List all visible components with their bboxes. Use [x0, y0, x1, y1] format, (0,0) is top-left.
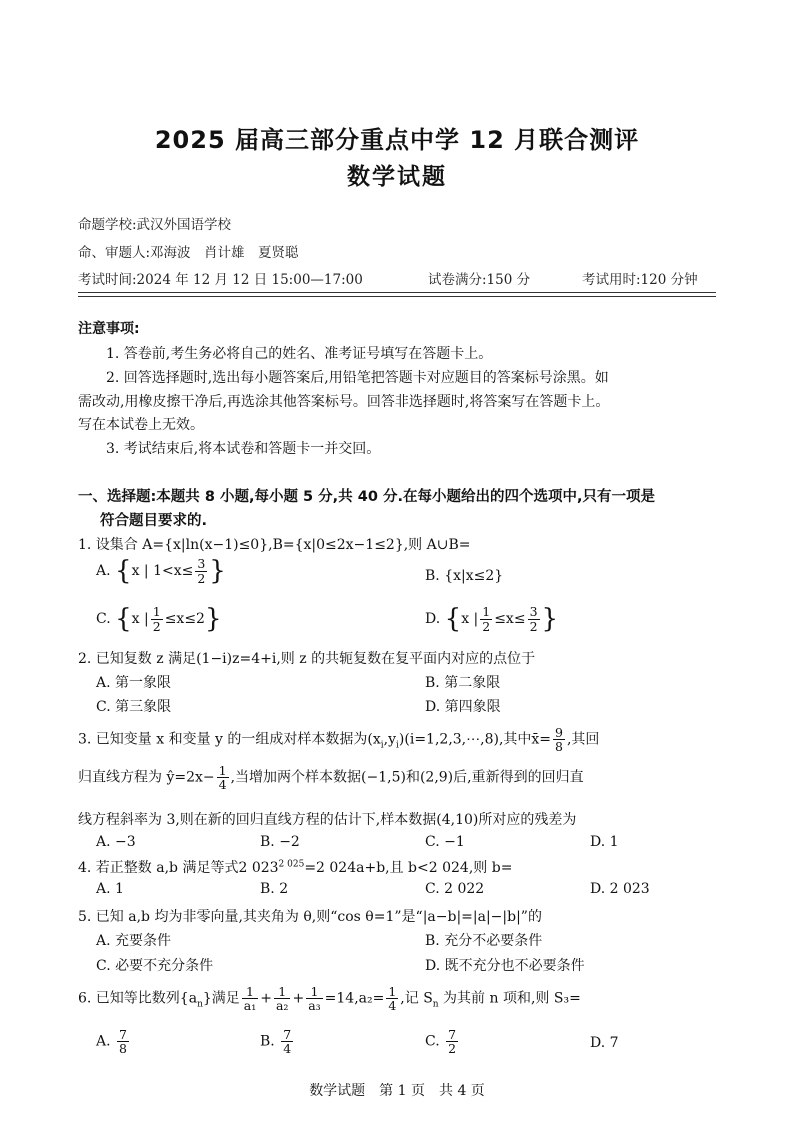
q1-d-pre: x | — [461, 611, 479, 627]
exam-subtitle: 数学试题 — [347, 164, 447, 190]
question-6-option-a — [96, 1028, 131, 1055]
exam-time: 考试时间:2024 年 12 月 12 日 15:00—17:00 — [78, 272, 363, 288]
brace-right: } — [204, 604, 222, 634]
exam-duration: 考试用时:120 分钟 — [582, 272, 698, 288]
q1-d-fraction-1 — [480, 605, 492, 632]
exam-full-score: 试卷满分:150 分 — [428, 272, 531, 288]
question-3-option-a: A. −3 — [96, 834, 136, 850]
frac-den: a₁ — [243, 998, 257, 1014]
q1-stem-body: A={x|ln(x−1)≤0},B={x|0≤2x−1≤2},则 A∪B= — [142, 537, 471, 553]
frac-den: 2 — [197, 570, 206, 586]
q6-b-label: B. — [260, 1033, 275, 1050]
q6-c-fraction — [446, 1028, 458, 1055]
q1-a-label: A. — [96, 563, 111, 579]
q6-sub-n: n — [197, 999, 203, 1010]
q1-c-fraction — [151, 605, 163, 632]
exam-title: 2025 届高三部分重点中学 12 月联合测评 — [154, 126, 640, 154]
frac-num: 7 — [119, 1027, 127, 1042]
frac-num: 3 — [529, 604, 538, 620]
brace-left: { — [115, 604, 132, 634]
question-1-option-a — [96, 556, 226, 586]
notice-item-1: 1. 答卷前,考生务必将自己的姓名、准考证号填写在答题卡上。 — [106, 346, 493, 362]
frac-den: 8 — [119, 1041, 127, 1057]
question-5-option-d: D. 既不充分也不必要条件 — [425, 958, 585, 974]
question-6-option-c — [425, 1028, 460, 1055]
q3-stem-c: )(i=1,2,3,⋯,8),其中x̄= — [398, 731, 552, 748]
q3-line2-a: 归直线方程为 ŷ=2x− — [78, 769, 215, 786]
brace-right: } — [209, 556, 226, 586]
exam-authors: 命、审题人:邓海波 肖计雄 夏贤聪 — [78, 245, 299, 261]
question-3-line-2 — [78, 764, 584, 791]
notice-item-2: 2. 回答选择题时,选出每小题答案后,用铅笔把答题卡对应题目的答案标号涂黑。如 — [106, 370, 609, 386]
q6-c-label: C. — [425, 1033, 440, 1050]
frac-num: 7 — [448, 1027, 457, 1042]
header-divider-top — [78, 292, 716, 293]
q6-fraction-1 — [242, 985, 258, 1012]
question-4-option-b: B. 2 — [260, 881, 289, 897]
question-4-stem — [78, 857, 512, 877]
q6-fraction-2 — [274, 985, 290, 1012]
q6-stem-a: 6. 已知等比数列{a — [78, 990, 198, 1007]
brace-left: { — [115, 556, 132, 586]
q1-stem-prefix: 1. 设集合 — [78, 537, 143, 553]
q3-line2-b: ,当增加两个样本数据(−1,5)和(2,9)后,重新得到的回归直 — [230, 769, 584, 786]
frac-num: 1 — [388, 984, 397, 999]
q6-stem-e: 为其前 n 项和,则 S₃= — [438, 990, 581, 1007]
frac-den: a₃ — [308, 998, 321, 1014]
notice-item-2-end: 写在本试卷上无效。 — [78, 417, 204, 433]
header-divider-bottom — [78, 296, 716, 297]
frac-num: 3 — [197, 556, 206, 572]
frac-den: 4 — [283, 1041, 292, 1057]
frac-den: 2 — [529, 618, 538, 634]
question-5-stem: 5. 已知 a,b 均为非零向量,其夹角为 θ,则“cos θ=1”是“|a−b|=|a|−|b|”的 — [78, 909, 542, 925]
question-2-option-a: A. 第一象限 — [96, 675, 172, 691]
question-6-option-b — [260, 1028, 295, 1055]
question-3-option-d: D. 1 — [590, 834, 619, 850]
q1-a-pre: x | 1<x≤ — [131, 563, 194, 579]
q6-stem-c: =14,a₂= — [324, 990, 385, 1007]
question-3-option-c: C. −1 — [425, 834, 465, 850]
question-5-option-c: C. 必要不充分条件 — [96, 958, 214, 974]
q6-a-label: A. — [96, 1033, 111, 1050]
frac-num: 1 — [242, 985, 258, 999]
question-5-option-a: A. 充要条件 — [96, 933, 172, 949]
q6-plus-2: + — [292, 990, 305, 1007]
q3-sub-i: i — [380, 740, 384, 751]
notice-item-2-cont: 需改动,用橡皮擦干净后,再选涂其他答案标号。回答非选择题时,将答案写在答题卡上。 — [78, 394, 610, 410]
q3-xbar-fraction — [553, 726, 565, 753]
question-1-stem — [78, 534, 471, 554]
q3-stem-a: 3. 已知变量 x 和变量 y 的一组成对样本数据为(x — [78, 731, 381, 748]
question-2-option-b: B. 第二象限 — [425, 675, 501, 691]
question-2-option-d: D. 第四象限 — [425, 699, 501, 715]
q3-stem-b: ,y — [383, 731, 397, 748]
frac-num: 1 — [482, 604, 491, 620]
question-5-option-b: B. 充分不必要条件 — [425, 933, 543, 949]
frac-num: 1 — [152, 604, 161, 620]
q4-stem-b: =2 024a+b,且 b<2 024,则 b= — [304, 860, 513, 876]
notice-heading: 注意事项: — [78, 321, 140, 337]
q1-c-post: ≤x≤2 — [164, 611, 205, 627]
exam-school: 命题学校:武汉外国语学校 — [78, 217, 232, 233]
q1-d-mid: ≤x≤ — [494, 611, 526, 627]
question-3-line-1 — [78, 726, 599, 753]
q6-stem-d: ,记 S — [400, 990, 433, 1007]
q3-sub-i-2: i — [396, 740, 399, 751]
question-6-option-d: D. 7 — [590, 1035, 619, 1051]
frac-den: 4 — [218, 777, 227, 793]
q1-c-label: C. — [96, 611, 111, 627]
q3-intercept-fraction — [217, 764, 229, 791]
question-1-option-c — [96, 604, 222, 634]
q6-b-fraction — [281, 1028, 293, 1055]
brace-left: { — [444, 604, 462, 634]
q1-c-pre: x | — [131, 611, 149, 627]
q6-a-fraction — [117, 1028, 129, 1055]
page-footer: 数学试题 第 1 页 共 4 页 — [309, 1083, 485, 1099]
q6-plus: + — [260, 990, 272, 1007]
question-3-line-3: 线方程斜率为 3,则在新的回归直线方程的估计下,样本数据(4,10)所对应的残差为 — [78, 812, 577, 828]
question-4-option-d: D. 2 023 — [590, 881, 650, 897]
q3-stem-d: ,其回 — [566, 731, 600, 748]
frac-den: a₂ — [275, 998, 289, 1014]
frac-den: 8 — [555, 739, 563, 755]
q6-fraction-3 — [306, 985, 322, 1012]
question-2-option-c: C. 第三象限 — [96, 699, 172, 715]
q6-stem-b: }满足 — [202, 990, 240, 1007]
q1-d-label: D. — [425, 611, 441, 627]
question-3-option-b: B. −2 — [260, 834, 300, 850]
brace-right: } — [541, 604, 559, 634]
q6-sub-n-2: n — [432, 999, 439, 1010]
frac-num: 7 — [283, 1027, 292, 1042]
question-6-stem — [78, 985, 581, 1012]
frac-num: 1 — [218, 763, 227, 778]
frac-num: 1 — [274, 985, 290, 999]
q4-stem-a: 4. 若正整数 a,b 满足等式2 023 — [78, 860, 279, 876]
frac-num: 9 — [555, 725, 563, 740]
frac-den: 2 — [482, 618, 491, 634]
q4-exponent: 2 025 — [278, 859, 305, 870]
question-4-option-a: A. 1 — [96, 881, 124, 897]
question-1-option-b: B. {x|x≤2} — [425, 568, 504, 584]
frac-den: 2 — [448, 1041, 457, 1057]
q1-d-fraction-2 — [528, 605, 540, 632]
question-2-stem: 2. 已知复数 z 满足(1−i)z=4+i,则 z 的共轭复数在复平面内对应的点位于 — [78, 651, 536, 667]
section-heading-cont: 符合题目要求的. — [100, 513, 208, 529]
question-1-option-d — [425, 604, 558, 634]
q1-a-fraction — [195, 557, 207, 584]
frac-num: 1 — [306, 985, 322, 999]
q6-fraction-4 — [386, 985, 398, 1012]
frac-den: 2 — [152, 618, 161, 634]
frac-den: 4 — [388, 998, 397, 1014]
section-heading: 一、选择题:本题共 8 小题,每小题 5 分,共 40 分.在每小题给出的四个选项中,只有一项是 — [78, 489, 655, 505]
notice-item-3: 3. 考试结束后,将本试卷和答题卡一并交回。 — [106, 441, 381, 457]
question-4-option-c: C. 2 022 — [425, 881, 485, 897]
